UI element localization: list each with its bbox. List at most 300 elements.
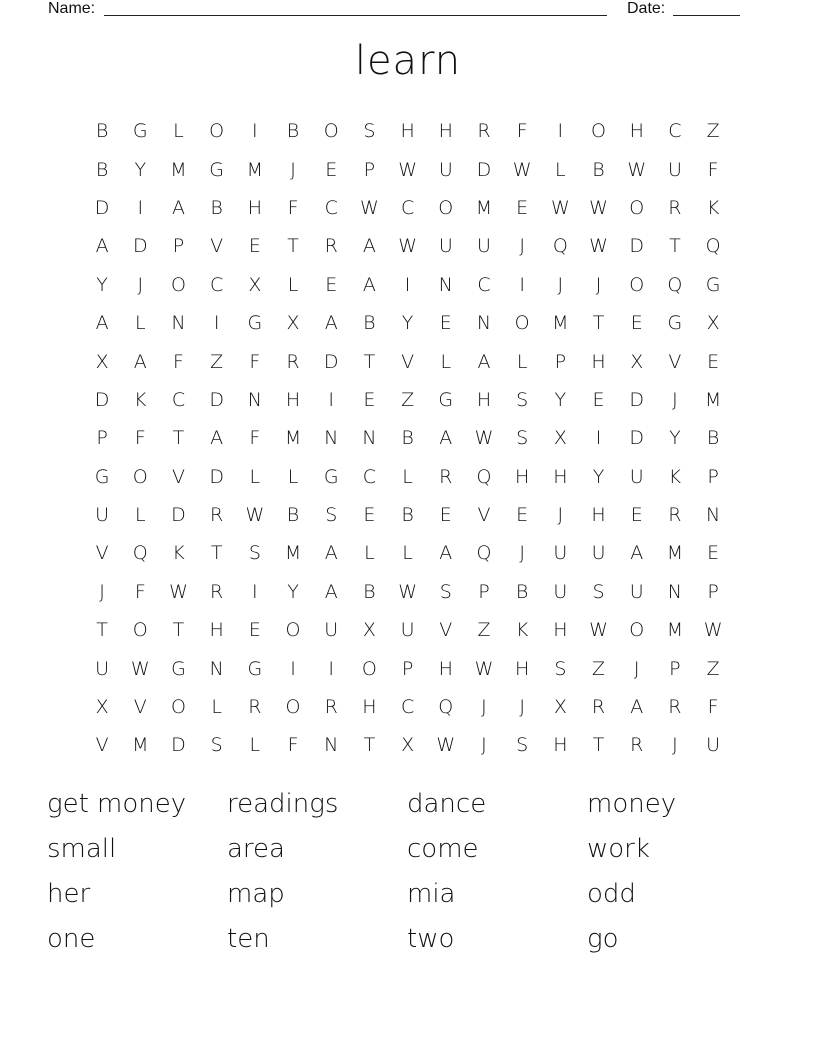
- grid-letter: N: [705, 504, 721, 527]
- grid-letter: L: [402, 465, 413, 488]
- grid-letter: O: [629, 196, 645, 219]
- grid-letter: I: [328, 657, 335, 680]
- grid-letter: A: [439, 542, 453, 565]
- grid-letter: W: [245, 504, 265, 527]
- grid-letter: S: [325, 504, 338, 527]
- grid-letter: T: [592, 734, 605, 757]
- grid-letter: C: [668, 120, 682, 143]
- grid-letter: D: [171, 734, 186, 757]
- grid-letter: K: [515, 619, 529, 642]
- grid-letter: T: [287, 235, 299, 258]
- grid-letter: O: [170, 696, 186, 719]
- word-list-item: come: [407, 834, 479, 864]
- word-list-item: mia: [407, 879, 456, 909]
- grid-letter: H: [515, 657, 530, 680]
- grid-letter: G: [94, 465, 110, 488]
- grid-letter: H: [247, 196, 262, 219]
- grid-letter: M: [170, 158, 187, 181]
- grid-letter: E: [363, 504, 376, 527]
- grid-letter: L: [402, 542, 413, 565]
- grid-letter: D: [94, 196, 110, 219]
- grid-letter: D: [629, 427, 645, 450]
- grid-letter: S: [554, 657, 567, 680]
- grid-letter: O: [591, 120, 607, 143]
- grid-letter: I: [595, 427, 602, 450]
- grid-letter: X: [706, 312, 720, 335]
- grid-letter: J: [481, 696, 487, 719]
- grid-letter: L: [249, 734, 261, 757]
- grid-letter: V: [133, 696, 147, 719]
- grid-letter: T: [363, 350, 376, 373]
- grid-letter: P: [363, 158, 376, 181]
- grid-letter: E: [439, 504, 452, 527]
- grid-letter: D: [132, 235, 148, 258]
- grid-letter: H: [553, 619, 568, 642]
- grid-letter: N: [476, 312, 492, 335]
- grid-letter: E: [516, 196, 529, 219]
- grid-letter: L: [287, 465, 299, 488]
- grid-letter: A: [362, 235, 376, 258]
- grid-letter: A: [630, 542, 644, 565]
- grid-letter: I: [252, 120, 258, 143]
- grid-letter: X: [630, 350, 644, 373]
- grid-letter: S: [516, 734, 529, 757]
- grid-letter: N: [209, 657, 224, 680]
- grid-letter: E: [325, 273, 338, 296]
- grid-letter: N: [362, 427, 377, 450]
- date-field-line: [673, 15, 740, 16]
- grid-letter: D: [629, 235, 645, 258]
- grid-letter: A: [362, 273, 376, 296]
- grid-letter: I: [290, 657, 296, 680]
- grid-letter: I: [252, 580, 258, 603]
- grid-letter: R: [591, 696, 606, 719]
- grid-letter: T: [96, 619, 108, 642]
- grid-letter: U: [629, 580, 644, 603]
- grid-letter: Y: [554, 388, 567, 411]
- word-list-item: small: [47, 834, 117, 864]
- grid-letter: J: [519, 696, 525, 719]
- grid-letter: D: [323, 350, 339, 373]
- grid-letter: R: [286, 350, 300, 373]
- grid-letter: D: [171, 504, 186, 527]
- grid-letter: B: [95, 158, 109, 181]
- grid-letter: P: [96, 427, 108, 450]
- grid-letter: F: [707, 158, 719, 181]
- grid-letter: H: [515, 465, 530, 488]
- grid-letter: M: [246, 158, 264, 181]
- grid-letter: M: [132, 734, 149, 757]
- grid-letter: W: [398, 158, 417, 181]
- grid-letter: V: [477, 504, 491, 527]
- grid-letter: X: [286, 312, 300, 335]
- grid-letter: A: [630, 696, 644, 719]
- grid-letter: J: [519, 235, 525, 258]
- grid-letter: O: [514, 312, 530, 335]
- grid-letter: S: [363, 120, 376, 143]
- grid-letter: W: [627, 158, 647, 181]
- grid-letter: J: [137, 273, 144, 296]
- grid-letter: M: [284, 542, 302, 565]
- grid-letter: P: [707, 580, 719, 603]
- puzzle-title: learn: [354, 38, 462, 84]
- grid-letter: J: [557, 273, 564, 296]
- grid-letter: R: [210, 580, 224, 603]
- grid-letter: J: [481, 734, 487, 757]
- grid-letter: R: [668, 196, 682, 219]
- grid-letter: A: [324, 312, 338, 335]
- grid-letter: Q: [132, 542, 148, 565]
- grid-letter: G: [171, 657, 186, 680]
- grid-letter: U: [95, 657, 110, 680]
- grid-letter: M: [666, 542, 684, 565]
- grid-letter: O: [629, 273, 645, 296]
- grid-letter: H: [591, 350, 606, 373]
- grid-letter: N: [247, 388, 262, 411]
- grid-letter: E: [439, 312, 452, 335]
- grid-letter: W: [169, 580, 188, 603]
- grid-letter: Z: [706, 120, 720, 143]
- grid-letter: H: [553, 734, 568, 757]
- date-label: Date:: [627, 0, 666, 17]
- grid-letter: N: [171, 312, 186, 335]
- grid-letter: D: [94, 388, 110, 411]
- grid-letter: Q: [476, 465, 492, 488]
- grid-letter: O: [361, 657, 377, 680]
- grid-letter: G: [705, 273, 721, 296]
- grid-letter: T: [210, 542, 223, 565]
- word-list-item: work: [587, 834, 650, 864]
- grid-letter: E: [707, 542, 720, 565]
- grid-letter: H: [438, 657, 453, 680]
- grid-letter: X: [248, 273, 262, 296]
- word-list-item: get money: [47, 789, 187, 819]
- grid-letter: W: [474, 657, 494, 680]
- grid-letter: F: [249, 427, 261, 450]
- grid-letter: Z: [592, 657, 606, 680]
- grid-letter: A: [324, 580, 338, 603]
- grid-letter: U: [438, 158, 453, 181]
- grid-letter: L: [134, 504, 146, 527]
- grid-letter: F: [516, 120, 528, 143]
- grid-letter: O: [285, 696, 301, 719]
- grid-letter: G: [132, 120, 148, 143]
- grid-letter: O: [285, 619, 301, 642]
- grid-letter: R: [210, 504, 224, 527]
- grid-letter: F: [287, 734, 299, 757]
- grid-letter: R: [439, 465, 453, 488]
- grid-letter: J: [633, 657, 640, 680]
- grid-letter: T: [592, 312, 605, 335]
- grid-letter: R: [248, 696, 262, 719]
- word-list-item: her: [47, 879, 91, 909]
- word-list: [47, 782, 767, 962]
- grid-letter: Z: [477, 619, 491, 642]
- grid-letter: P: [554, 350, 567, 373]
- word-list-item: money: [587, 789, 677, 819]
- grid-letter: J: [672, 734, 678, 757]
- grid-letter: W: [398, 580, 417, 603]
- grid-letter: M: [552, 312, 569, 335]
- grid-letter: X: [553, 427, 567, 450]
- grid-letter: K: [172, 542, 185, 565]
- grid-letter: N: [438, 273, 453, 296]
- grid-letter: U: [95, 504, 110, 527]
- grid-letter: G: [323, 465, 339, 488]
- grid-letter: E: [516, 504, 529, 527]
- grid-letter: U: [667, 158, 682, 181]
- grid-letter: C: [210, 273, 224, 296]
- grid-letter: L: [516, 350, 528, 373]
- grid-letter: N: [667, 580, 683, 603]
- grid-letter: F: [134, 580, 146, 603]
- grid-letter: Y: [287, 580, 299, 603]
- grid-letter: W: [436, 734, 456, 757]
- word-list-item: two: [407, 924, 455, 954]
- grid-letter: E: [248, 619, 261, 642]
- grid-letter: V: [210, 235, 224, 258]
- grid-letter: W: [589, 196, 608, 219]
- grid-letter: Y: [592, 465, 605, 488]
- grid-letter: V: [171, 465, 185, 488]
- grid-letter: L: [555, 158, 566, 181]
- grid-letter: V: [401, 350, 415, 373]
- grid-letter: B: [706, 427, 720, 450]
- grid-letter: U: [629, 465, 644, 488]
- grid-letter: N: [324, 427, 339, 450]
- grid-letter: P: [707, 465, 719, 488]
- word-list-item: ten: [227, 924, 270, 954]
- grid-letter: U: [591, 542, 606, 565]
- grid-letter: X: [95, 350, 109, 373]
- grid-letter: L: [249, 465, 261, 488]
- grid-letter: I: [213, 312, 220, 335]
- word-list-item: map: [227, 879, 285, 909]
- grid-letter: I: [557, 120, 564, 143]
- grid-letter: Y: [669, 427, 681, 450]
- grid-letter: U: [477, 235, 491, 258]
- grid-letter: J: [672, 388, 678, 411]
- grid-letter: U: [324, 619, 339, 642]
- grid-letter: W: [589, 619, 608, 642]
- grid-letter: A: [171, 196, 185, 219]
- grid-letter: Q: [705, 235, 721, 258]
- grid-letter: G: [247, 312, 263, 335]
- grid-letter: P: [401, 657, 414, 680]
- grid-letter: B: [363, 580, 376, 603]
- grid-letter: G: [438, 388, 454, 411]
- grid-letter: P: [669, 657, 681, 680]
- grid-letter: I: [404, 273, 411, 296]
- word-list-item: dance: [407, 789, 487, 819]
- grid-letter: E: [630, 312, 643, 335]
- grid-letter: L: [173, 120, 184, 143]
- grid-letter: O: [629, 619, 645, 642]
- grid-letter: Q: [667, 273, 683, 296]
- grid-letter: W: [398, 235, 417, 258]
- word-list-item: one: [47, 924, 96, 954]
- grid-letter: M: [666, 619, 684, 642]
- grid-letter: H: [553, 465, 568, 488]
- grid-letter: K: [668, 465, 682, 488]
- grid-letter: X: [553, 696, 567, 719]
- grid-letter: B: [401, 427, 414, 450]
- grid-letter: V: [95, 734, 109, 757]
- grid-letter: B: [401, 504, 414, 527]
- grid-letter: O: [170, 273, 186, 296]
- grid-letter: D: [476, 158, 492, 181]
- grid-letter: U: [438, 235, 453, 258]
- grid-letter: I: [519, 273, 525, 296]
- grid-letter: R: [324, 235, 338, 258]
- grid-letter: K: [706, 196, 720, 219]
- grid-letter: W: [360, 196, 379, 219]
- name-label: Name:: [48, 0, 96, 17]
- grid-letter: B: [95, 120, 109, 143]
- grid-letter: T: [172, 619, 185, 642]
- grid-letter: V: [439, 619, 453, 642]
- grid-letter: B: [210, 196, 223, 219]
- grid-letter: Y: [96, 273, 108, 296]
- grid-letter: F: [249, 350, 261, 373]
- grid-letter: H: [591, 504, 606, 527]
- grid-letter: E: [363, 388, 376, 411]
- grid-letter: I: [328, 388, 335, 411]
- grid-letter: W: [589, 235, 608, 258]
- grid-letter: S: [210, 734, 223, 757]
- grid-letter: B: [363, 312, 376, 335]
- grid-letter: X: [95, 696, 109, 719]
- grid-letter: O: [323, 120, 339, 143]
- grid-letter: C: [171, 388, 186, 411]
- grid-letter: Q: [438, 696, 454, 719]
- grid-letter: N: [324, 734, 339, 757]
- grid-letter: D: [629, 388, 645, 411]
- grid-letter: Z: [706, 657, 720, 680]
- grid-letter: W: [512, 158, 532, 181]
- grid-letter: J: [595, 273, 602, 296]
- grid-letter: S: [248, 542, 261, 565]
- name-field-line: [104, 15, 607, 16]
- grid-letter: W: [703, 619, 723, 642]
- grid-letter: S: [439, 580, 452, 603]
- grid-letter: S: [592, 580, 605, 603]
- grid-letter: X: [401, 734, 415, 757]
- grid-letter: W: [550, 196, 570, 219]
- grid-letter: E: [248, 235, 261, 258]
- grid-letter: Q: [552, 235, 568, 258]
- grid-letter: I: [137, 196, 144, 219]
- grid-letter: E: [707, 350, 720, 373]
- grid-letter: G: [667, 312, 683, 335]
- grid-letter: J: [99, 580, 105, 603]
- grid-letter: R: [668, 504, 682, 527]
- grid-letter: M: [704, 388, 722, 411]
- word-list-item: odd: [587, 879, 636, 909]
- grid-letter: C: [400, 696, 415, 719]
- grid-letter: J: [557, 504, 564, 527]
- grid-letter: A: [210, 427, 224, 450]
- grid-letter: H: [438, 120, 453, 143]
- grid-letter: C: [400, 196, 415, 219]
- grid-letter: H: [400, 120, 415, 143]
- grid-letter: P: [172, 235, 185, 258]
- grid-letter: A: [95, 235, 109, 258]
- grid-letter: R: [477, 120, 491, 143]
- grid-letter: L: [287, 273, 299, 296]
- grid-letter: O: [438, 196, 454, 219]
- grid-letter: K: [134, 388, 147, 411]
- grid-letter: A: [477, 350, 491, 373]
- grid-letter: S: [516, 388, 529, 411]
- grid-letter: D: [209, 388, 224, 411]
- grid-letter: Y: [134, 158, 147, 181]
- grid-letter: T: [172, 427, 185, 450]
- grid-letter: C: [362, 465, 377, 488]
- worksheet-header: [48, 0, 748, 20]
- grid-letter: Y: [401, 312, 414, 335]
- grid-letter: U: [400, 619, 415, 642]
- grid-letter: U: [553, 542, 568, 565]
- grid-letter: M: [475, 196, 493, 219]
- grid-letter: F: [707, 696, 719, 719]
- grid-letter: A: [324, 542, 338, 565]
- grid-letter: A: [95, 312, 109, 335]
- word-list-item: go: [587, 924, 619, 954]
- grid-letter: B: [286, 504, 300, 527]
- grid-letter: C: [477, 273, 491, 296]
- grid-letter: J: [290, 158, 296, 181]
- grid-letter: H: [476, 388, 492, 411]
- grid-letter: S: [516, 427, 529, 450]
- grid-letter: L: [134, 312, 146, 335]
- grid-letter: T: [669, 235, 681, 258]
- grid-letter: W: [130, 657, 150, 680]
- grid-letter: H: [362, 696, 377, 719]
- grid-letter: W: [474, 427, 494, 450]
- grid-letter: R: [668, 696, 682, 719]
- grid-letter: D: [209, 465, 224, 488]
- grid-letter: R: [324, 696, 338, 719]
- grid-letter: E: [630, 504, 643, 527]
- grid-letter: J: [519, 542, 525, 565]
- grid-letter: B: [515, 580, 529, 603]
- grid-letter: L: [364, 542, 375, 565]
- grid-letter: G: [209, 158, 225, 181]
- grid-letter: E: [325, 158, 338, 181]
- grid-letter: A: [439, 427, 453, 450]
- grid-letter: A: [133, 350, 147, 373]
- grid-letter: F: [287, 196, 299, 219]
- grid-letter: V: [95, 542, 109, 565]
- grid-letter: G: [247, 657, 263, 680]
- grid-letter: H: [629, 120, 644, 143]
- grid-letter: B: [592, 158, 605, 181]
- grid-letter: H: [209, 619, 224, 642]
- grid-letter: E: [592, 388, 605, 411]
- letter-grid: [83, 112, 732, 765]
- grid-letter: Z: [401, 388, 415, 411]
- grid-letter: H: [285, 388, 301, 411]
- grid-letter: C: [324, 196, 338, 219]
- grid-letter: P: [478, 580, 490, 603]
- grid-letter: X: [362, 619, 376, 642]
- grid-letter: L: [211, 696, 222, 719]
- grid-letter: U: [706, 734, 721, 757]
- grid-letter: R: [630, 734, 644, 757]
- grid-letter: F: [173, 350, 184, 373]
- grid-letter: O: [209, 120, 225, 143]
